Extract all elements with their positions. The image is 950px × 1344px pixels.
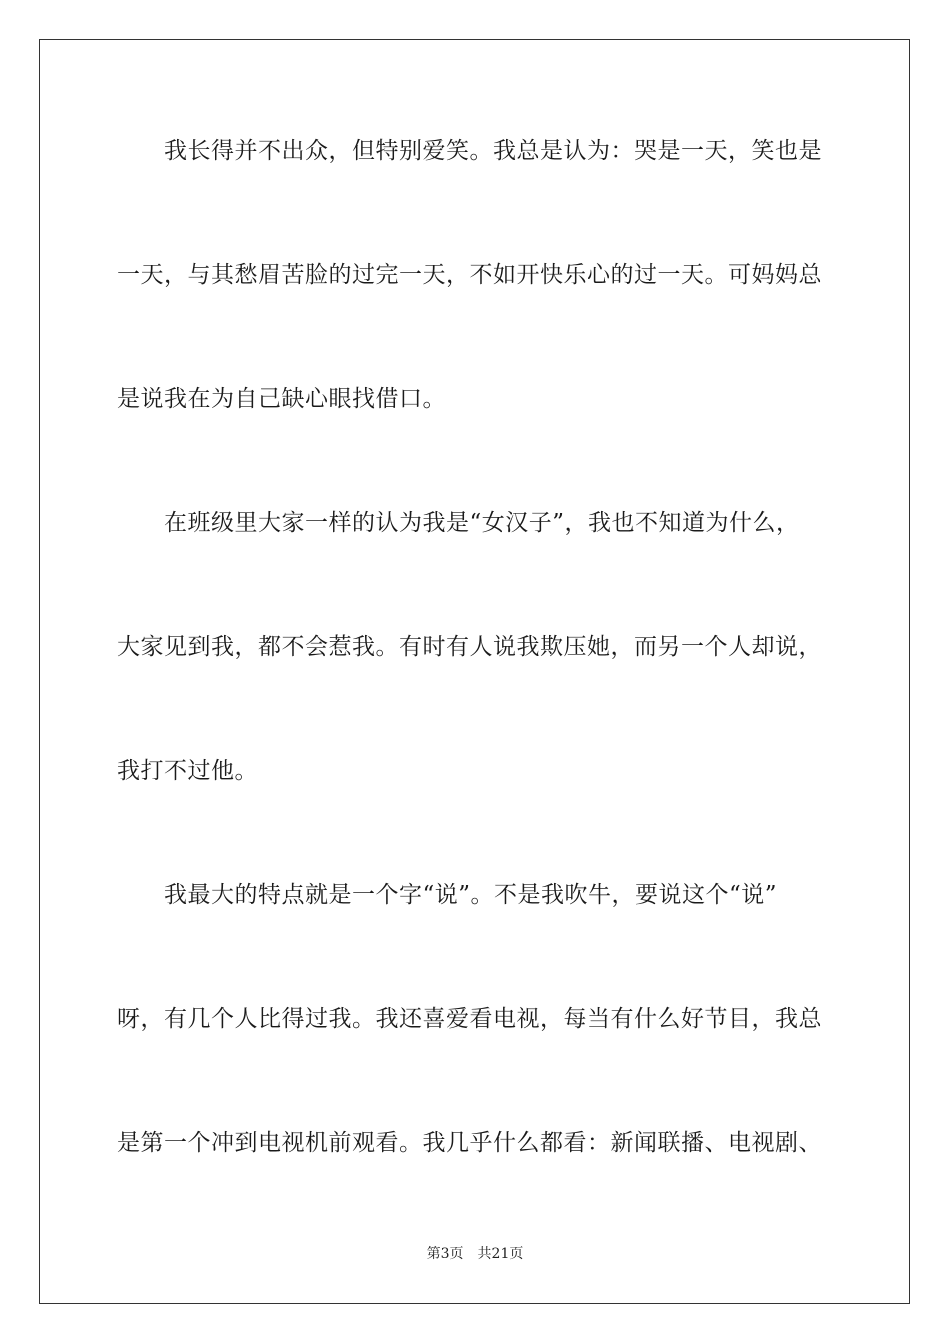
paragraph-2-line-2: 大家见到我，都不会惹我。有时有人说我欺压她，而另一个人却说， [117,634,822,660]
paragraph-3-line-3: 是第一个冲到电视机前观看。我几乎什么都看：新闻联播、电视剧、 [117,1130,822,1156]
page-number: 第3页 [426,1246,464,1262]
paragraph-3-line-2: 呀，有几个人比得过我。我还喜爱看电视，每当有什么好节目，我总 [117,1006,822,1032]
paragraph-3-line-1: 我最大的特点就是一个字“说”。不是我吹牛，要说这个“说” [164,882,778,908]
paragraph-1-line-1: 我长得并不出众，但特别爱笑。我总是认为：哭是一天，笑也是 [164,138,822,164]
paragraph-2-line-3: 我打不过他。 [117,758,258,784]
paragraph-1-line-2: 一天，与其愁眉苦脸的过完一天，不如开快乐心的过一天。可妈妈总 [117,262,822,288]
page-footer [0,1245,950,1263]
page-border [39,39,910,1304]
page-total: 共21页 [477,1246,524,1262]
paragraph-1-line-3: 是说我在为自己缺心眼找借口。 [117,386,446,412]
paragraph-2-line-1: 在班级里大家一样的认为我是“女汉子”，我也不知道为什么， [164,510,800,536]
